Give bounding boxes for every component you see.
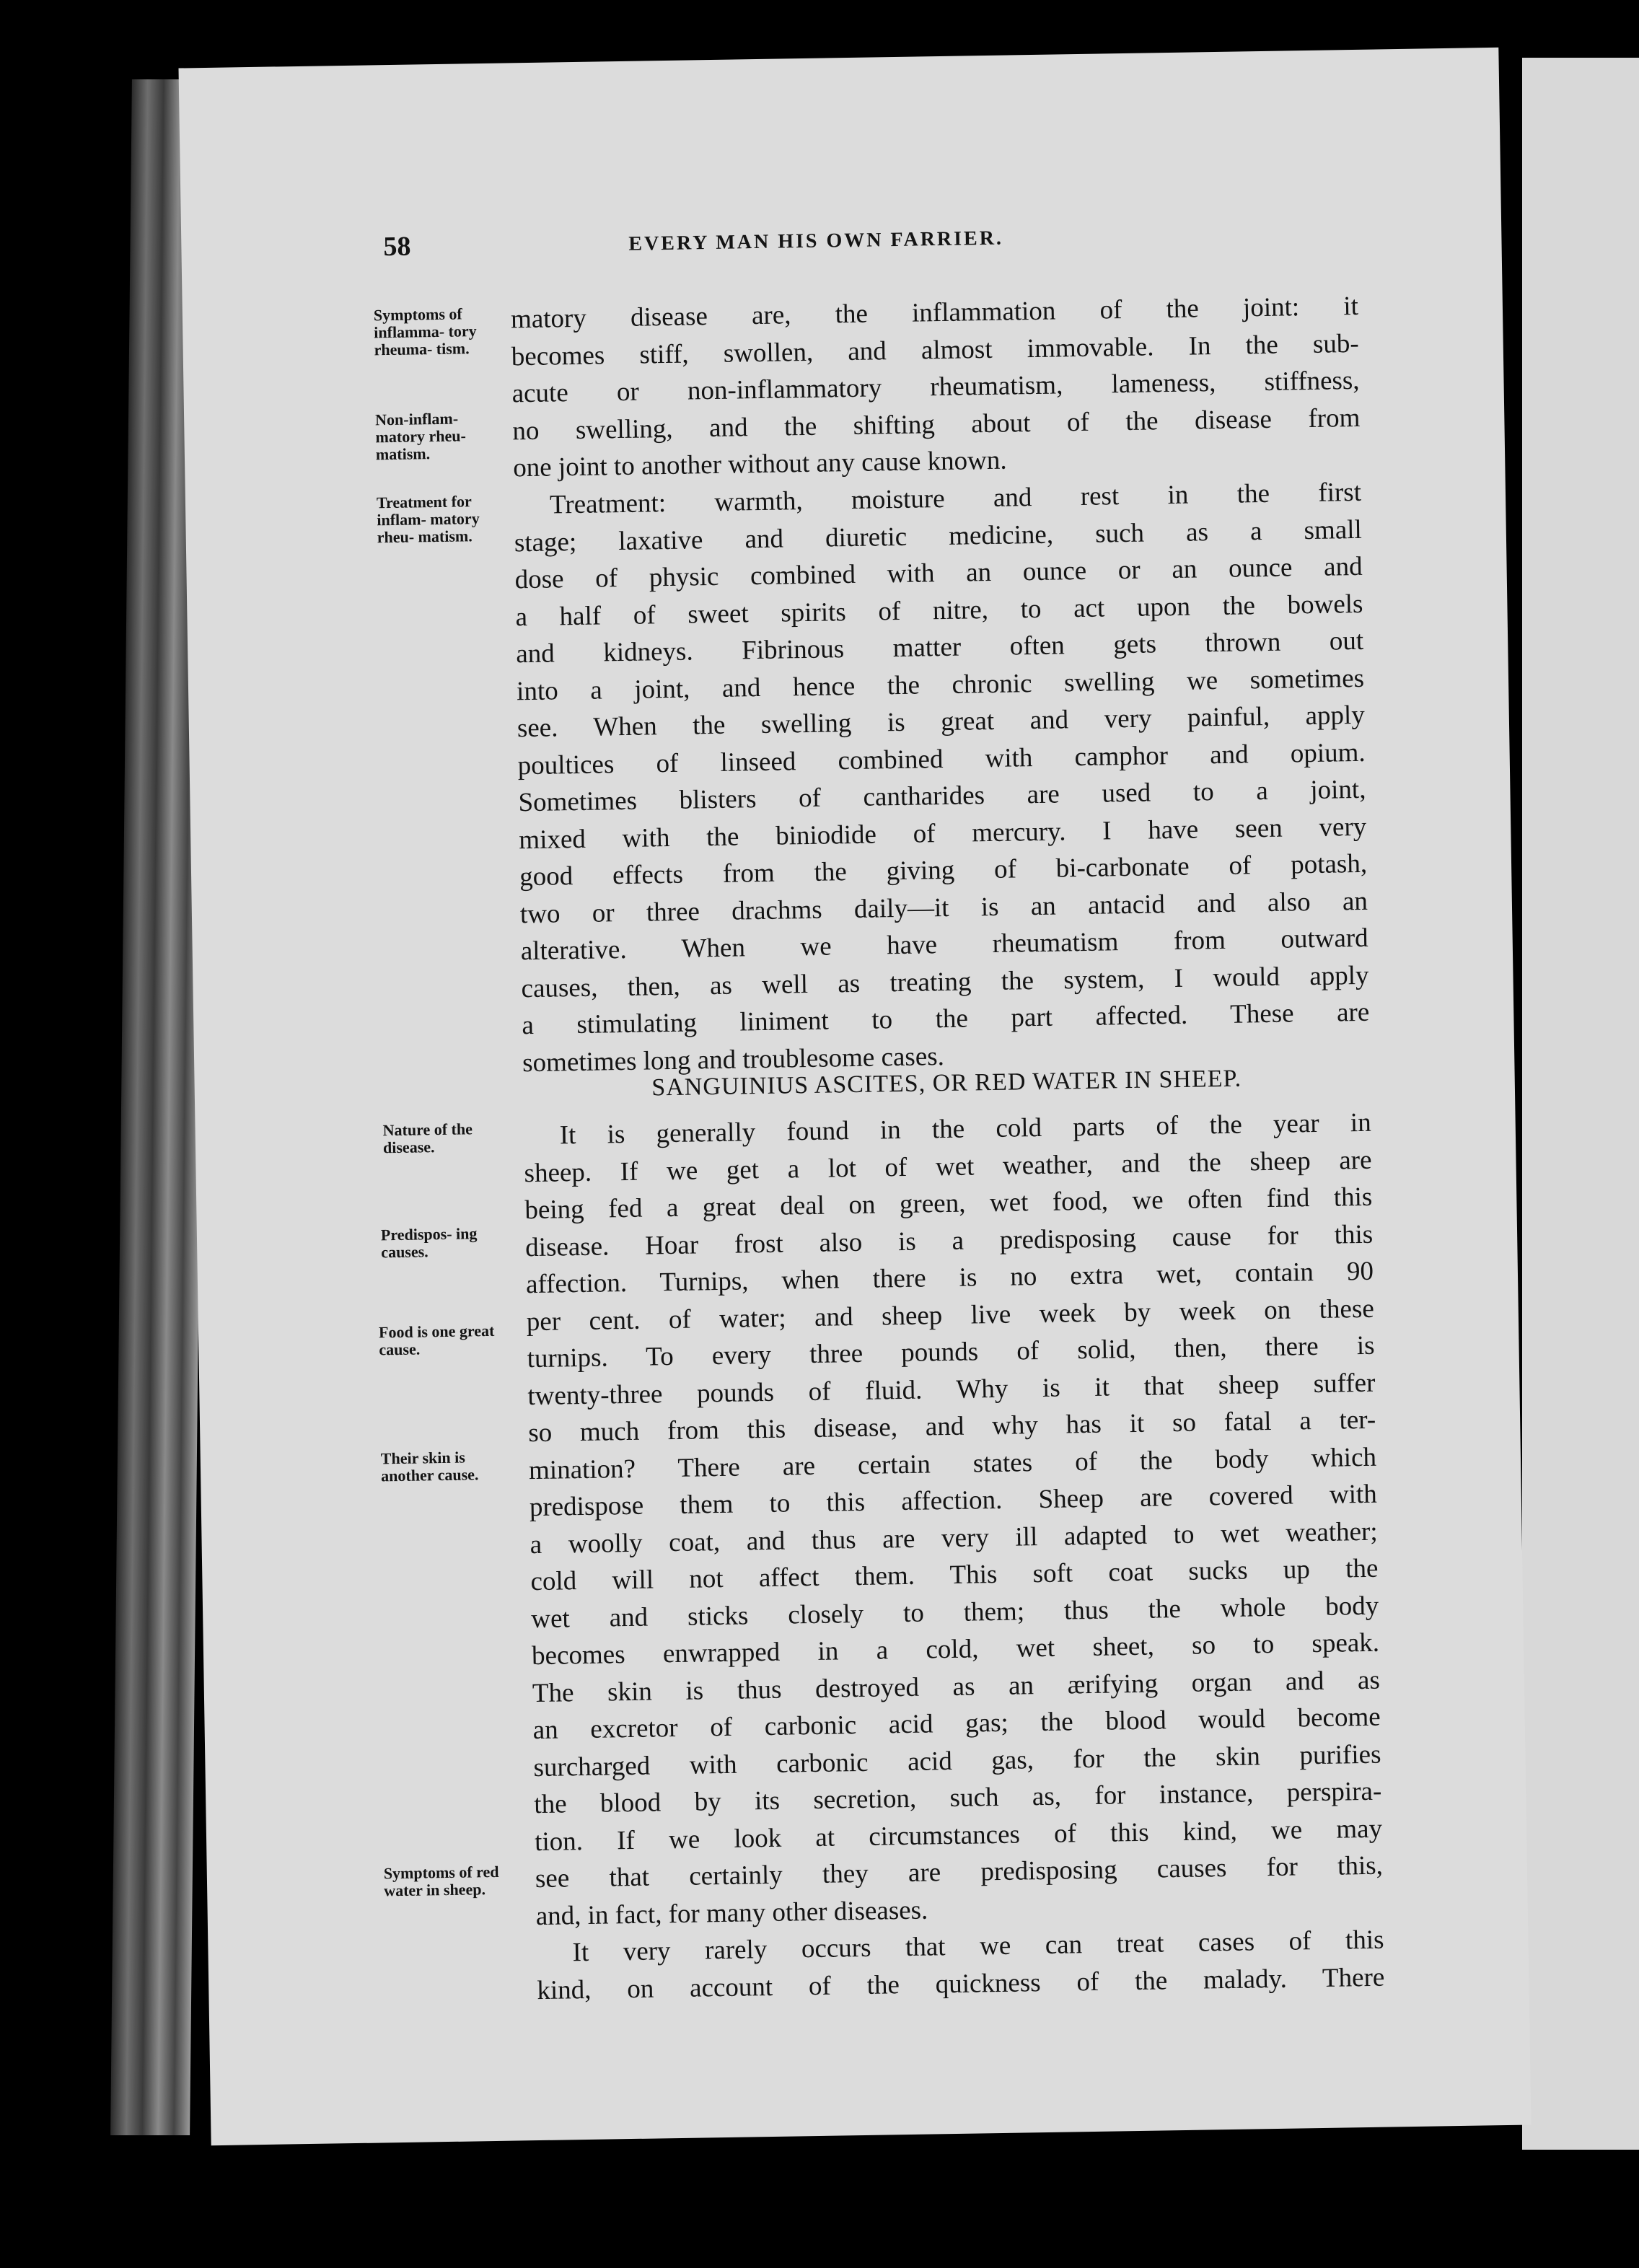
text-line: It very rarely occurs that we can treat cases of this [572,1925,1384,1968]
page-header [383,216,1336,274]
text-line: one joint to another without any cause known. [512,445,1007,483]
text-line: The skin is thus destroyed as an ærifying organ and as [532,1665,1381,1708]
text-line: alterative. When we have rheumatism from outward [520,923,1368,967]
text-line: tion. If we look at circumstances of this kind, we may [534,1814,1383,1857]
sidenote-nature: Nature of the disease. [382,1120,473,1157]
text-line: mination? There are certain states of the body which [528,1442,1377,1485]
text-line: dose of physic combined with an ounce or an ounce and [514,551,1363,595]
text-line: two or three drachms daily—it is an antacid and also an [519,886,1368,929]
text-line: so much from this disease, and why has it so fatal a ter- [527,1405,1376,1449]
text-line: and kidneys. Fibrinous matter often gets thrown out [515,625,1364,669]
text-line: mixed with the biniodide of mercury. I have seen very [519,812,1367,855]
sidenote-symptoms-inflammatory: Symptoms of inflamma- tory rheuma- tism. [373,304,477,359]
text-line: matory disease are, the inflammation of the joint: it [510,291,1359,335]
paragraph-symptoms-red-water [536,1922,1384,2009]
sidenote-food: Food is one great cause. [378,1321,495,1359]
text-line: per cent. of water; and sheep live week by week on these [526,1293,1375,1337]
text-line: surcharged with carbonic acid gas, for the skin purifies [533,1739,1381,1783]
text-line: see that certainly they are predisposing causes for this, [535,1850,1384,1894]
text-line: cold will not affect them. This soft coat sucks up the [530,1553,1379,1597]
text-line: disease. Hoar frost also is a predisposing cause for this [524,1219,1374,1262]
text-line: an excretor of carbonic acid gas; the blood would become [532,1702,1381,1746]
text-line: being fed a great deal on green, wet food, we often find this [524,1182,1373,1226]
text-line: twenty-three pounds of fluid. Why is it that sheep suffer [527,1368,1376,1411]
text-line: into a joint, and hence the chronic swelling we sometimes [516,663,1365,706]
text-line: see. When the swelling is great and very painful, apply [517,700,1366,744]
text-line: Sometimes blisters of cantharides are used to a joint, [518,774,1366,818]
paragraph-symptoms [511,288,1361,487]
text-line: the blood by its secretion, such as, for instance, perspira- [534,1776,1382,1820]
text-line: predispose them to this affection. Sheep are covered with [529,1479,1378,1523]
text-line: sometimes long and troublesome cases. [522,1041,945,1078]
section-heading: SANGUINIUS ASCITES, OR RED WATER IN SHEEP. [651,1065,1242,1102]
sidenote-symptoms-red-water: Symptoms of red water in sheep. [383,1862,499,1900]
text-line: a woolly coat, and thus are very ill adapted to wet weather; [530,1516,1378,1560]
running-title: EVERY MAN HIS OWN FARRIER. [628,227,1004,255]
text-line: a half of sweet spirits of nitre, to act upon the bowels [515,589,1363,632]
text-line: kind, on account of the quickness of the malady. There [537,1962,1385,2005]
text-line: sheep. If we get a lot of wet weather, and the sheep are [524,1145,1372,1188]
text-line: no swelling, and the shifting about of the disease from [512,403,1361,446]
sidenote-predisposing: Predispos- ing causes. [380,1224,478,1262]
sidenote-skin: Their skin is another cause. [380,1448,479,1485]
text-line: becomes enwrapped in a cold, wet sheet, so to speak. [531,1627,1380,1671]
text-line: acute or non-inflammatory rheumatism, lameness, stiffness, [511,365,1360,409]
text-line: causes, then, as well as treating the system, I would apply [521,960,1369,1003]
paragraph-red-water [523,1104,1384,1935]
paragraph-treatment [514,474,1371,1081]
page-number: 58 [383,231,411,263]
text-line: poultices of linseed combined with camphor and opium. [517,737,1366,781]
text-line: wet and sticks closely to them; thus the whole body [530,1591,1379,1634]
facing-page-edge [1522,58,1639,2150]
text-line: Treatment: warmth, moisture and rest in the first [549,477,1362,520]
text-line: becomes stiff, swollen, and almost immovable. In the sub- [511,328,1360,372]
sidenote-non-inflammatory: Non-inflam- matory rheu- matism. [374,409,466,464]
text-line: turnips. To every three pounds of solid, then, there is [527,1330,1375,1374]
text-line: stage; laxative and diuretic medicine, such as a small [514,514,1363,558]
sidenote-treatment: Treatment for inflam- matory rheu- matism. [376,492,480,547]
text-line: affection. Turnips, when there is no extra wet, contain 90 [525,1256,1374,1300]
book-page [178,48,1531,2145]
text-line: and, in fact, for many other diseases. [535,1895,928,1931]
text-line: good effects from the giving of bi-carbonate of potash, [519,848,1368,892]
text-line: a stimulating liniment to the part affected. These are [522,997,1370,1041]
text-line: It is generally found in the cold parts of the year in [559,1107,1371,1151]
